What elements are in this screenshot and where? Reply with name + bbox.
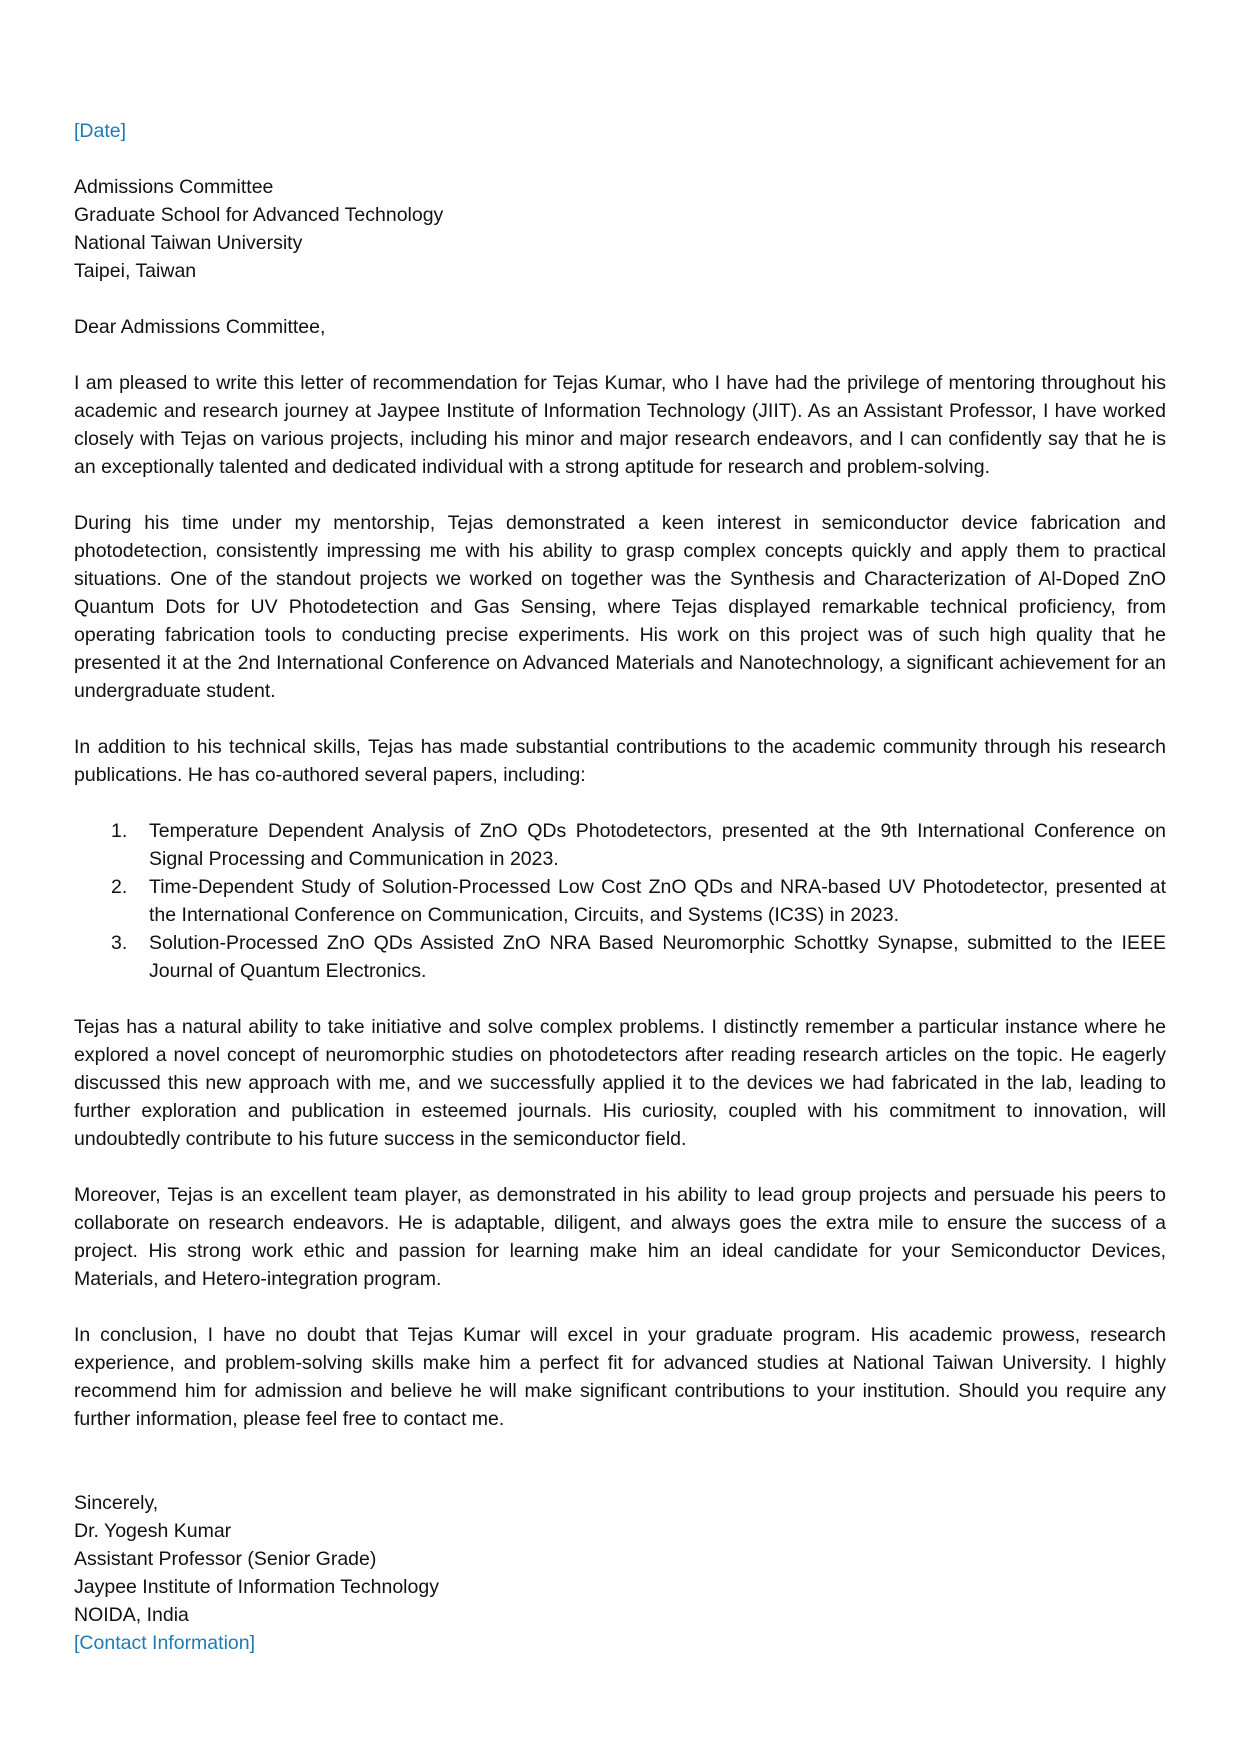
recipient-line: Graduate School for Advanced Technology [74, 204, 444, 226]
signature-block [74, 1489, 1166, 1657]
contact-placeholder: [Contact Information] [74, 1632, 256, 1654]
publication-text: Time-Dependent Study of Solution-Processed Low Cost ZnO QDs and NRA-based UV Photodetector, presented at the International Conference on Communication, Circuits, and Systems (IC3S) in 2023. [149, 876, 1166, 926]
body-paragraph: Moreover, Tejas is an excellent team player, as demonstrated in his ability to lead group projects and persuade his peers to collaborate on research endeavors. He is adaptable, diligent, and always goes the extra mile to ensure the success of a project. His strong work ethic and passion for learning make him an ideal candidate for your Semiconductor Devices, Materials, and Hetero-integration program. [74, 1184, 1166, 1290]
publication-text: Solution-Processed ZnO QDs Assisted ZnO NRA Based Neuromorphic Schottky Synapse, submitted to the IEEE Journal of Quantum Electronics. [149, 932, 1166, 982]
spacer [74, 1433, 1166, 1489]
signer-name: Dr. Yogesh Kumar [74, 1520, 232, 1542]
recipient-line: National Taiwan University [74, 232, 303, 254]
list-item [74, 817, 1166, 873]
body-paragraph: I am pleased to write this letter of recommendation for Tejas Kumar, who I have had the privilege of mentoring throughout his academic and research journey at Jaypee Institute of Information Technology (JIIT). As an Assistant Professor, I have worked closely with Tejas on various projects, including his minor and major research endeavors, and I can confidently say that he is an exceptionally talented and dedicated individual with a strong aptitude for research and problem-solving. [74, 372, 1166, 478]
list-number: 3. [111, 932, 128, 954]
body-paragraph: During his time under my mentorship, Tejas demonstrated a keen interest in semiconductor device fabrication and photodetection, consistently impressing me with his ability to grasp complex concepts quickly and apply them to practical situations. One of the standout projects we worked on together was the Synthesis and Characterization of Al-Doped ZnO Quantum Dots for UV Photodetection and Gas Sensing, where Tejas displayed remarkable technical proficiency, from operating fabrication tools to conducting precise experiments. His work on this project was of such high quality that he presented it at the 2nd International Conference on Advanced Materials and Nanotechnology, a significant achievement for an undergraduate student. [74, 512, 1166, 702]
list-item [74, 873, 1166, 929]
list-number: 2. [111, 876, 128, 898]
spacer [74, 789, 1166, 817]
publication-list [74, 817, 1166, 985]
recipient-address [74, 173, 1166, 285]
spacer [74, 481, 1166, 509]
signoff: Sincerely, [74, 1492, 159, 1514]
recipient-line: Taipei, Taiwan [74, 260, 197, 282]
signer-title: Assistant Professor (Senior Grade) [74, 1548, 377, 1570]
spacer [74, 705, 1166, 733]
date-placeholder: [Date] [74, 120, 127, 142]
spacer [74, 341, 1166, 369]
signer-institution: Jaypee Institute of Information Technology [74, 1576, 439, 1598]
body-paragraph: In conclusion, I have no doubt that Tejas Kumar will excel in your graduate program. His academic prowess, research experience, and problem-solving skills make him a perfect fit for advanced studies at National Taiwan University. I highly recommend him for admission and believe he will make significant contributions to your institution. Should you require any further information, please feel free to contact me. [74, 1324, 1166, 1430]
letter-page [74, 117, 1166, 1657]
spacer [74, 1293, 1166, 1321]
body-paragraph: Tejas has a natural ability to take initiative and solve complex problems. I distinctly remember a particular instance where he explored a novel concept of neuromorphic studies on photodetectors after reading research articles on the topic. He eagerly discussed this new approach with me, and we successfully applied it to the devices we had fabricated in the lab, leading to further exploration and publication in esteemed journals. His curiosity, coupled with his commitment to innovation, will undoubtedly contribute to his future success in the semiconductor field. [74, 1016, 1166, 1150]
salutation: Dear Admissions Committee, [74, 316, 326, 338]
body-paragraph: In addition to his technical skills, Tejas has made substantial contributions to the academic community through his research publications. He has co-authored several papers, including: [74, 736, 1166, 786]
spacer [74, 145, 1166, 173]
list-number: 1. [111, 820, 128, 842]
spacer [74, 1153, 1166, 1181]
spacer [74, 285, 1166, 313]
spacer [74, 985, 1166, 1013]
recipient-line: Admissions Committee [74, 176, 274, 198]
list-item [74, 929, 1166, 985]
publication-text: Temperature Dependent Analysis of ZnO QDs Photodetectors, presented at the 9th International Conference on Signal Processing and Communication in 2023. [149, 820, 1166, 870]
signer-location: NOIDA, India [74, 1604, 189, 1626]
